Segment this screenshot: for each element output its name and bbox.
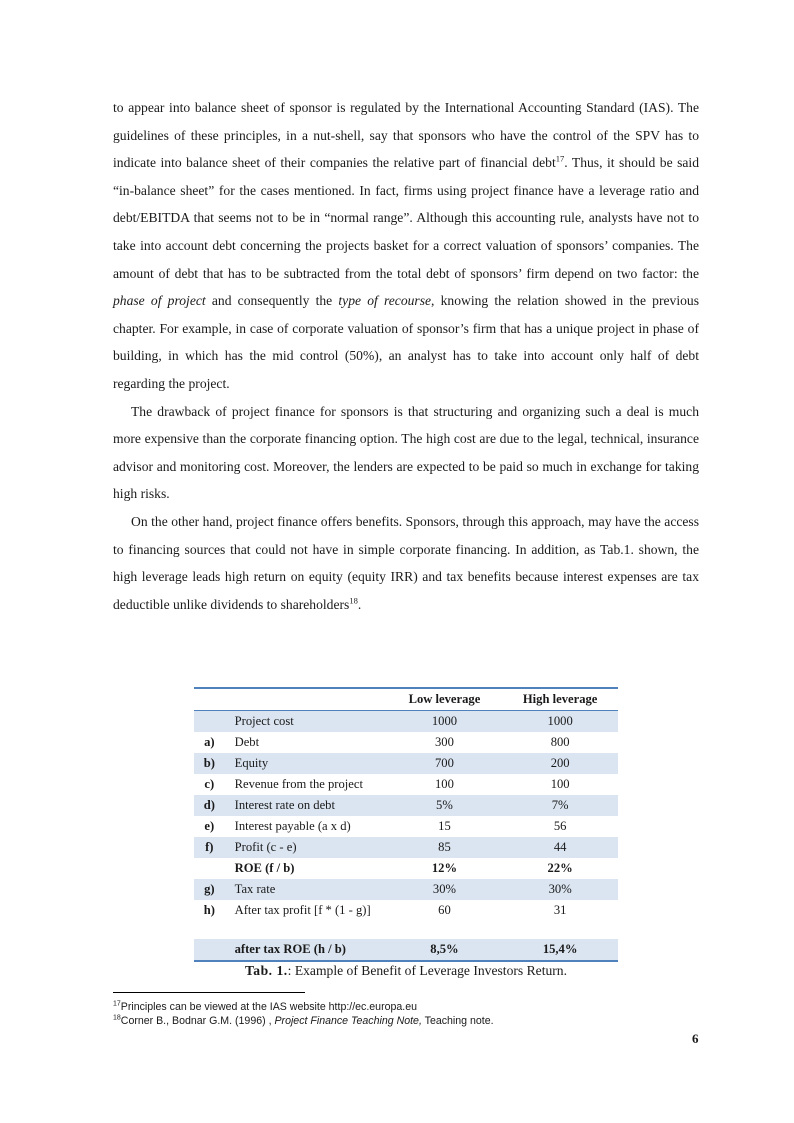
page-number: 6 [692,1031,699,1046]
table-header-row [194,688,618,711]
column-header-low-leverage: Low leverage [387,688,503,711]
table-row: b) Equity 700 200 [194,753,618,774]
table-row: c) Revenue from the project 100 100 [204,777,570,791]
leverage-table [194,687,618,962]
footnote-18: $^{18}$Corner B., Bodnar G.M. (1996) , Project Finance Teaching Note, Teaching note. [113,1014,494,1028]
table-row: a) Debt 300 800 [204,735,570,749]
table-row-after-tax-roe: after tax ROE (h / b) 8,5% 15,4% [194,939,618,961]
table-row: h) After tax profit [f * (1 - g)] 60 31 [203,903,567,917]
table-row: Project cost 1000 1000 [194,711,618,733]
footnote-separator [113,992,305,993]
table-caption: Tab. 1.: Example of Benefit of Leverage Investors Return. [244,963,567,978]
table-row: e) Interest payable (a x d) 15 56 [204,819,567,833]
footnote-17: $^{17}$Principles can be viewed at the IAS website http://ec.europa.eu [113,1000,418,1013]
table-row-roe: ROE (f / b) 12% 22% [234,861,573,875]
table-row: g) Tax rate 30% 30% [194,879,618,900]
body-text [113,94,699,618]
table-row: f) Profit (c - e) 85 44 [194,837,618,858]
table-row: d) Interest rate on debt 5% 7% [194,795,618,816]
paragraph-2: The drawback of project finance for sponsors is that structuring and organizing such a deal is much more expensive than the corporate financing option. The high cost are due to the legal, technical, insurance advisor and monitoring cost. Moreover, the lenders are expected to be paid so much in exchange for taking high risks. [113,403,699,502]
paragraph-3: On the other hand, project finance offers benefits. Sponsors, through this approach, may have the access to financing sources that could not have in simple corporate financing. In addition, as Tab.1. shown, the high leverage leads high return on equity (equity IRR) and tax benefits because interest expenses are tax deductible unlike dividends to shareholders$^{18}$. [113,513,699,612]
column-header-high-leverage: High leverage [502,688,618,711]
footnote-ref-18[interactable]: 18 [349,595,358,606]
paragraph-1: to appear into balance sheet of sponsor is regulated by the International Accounting Standard (IAS). The guidelines of these principles, in a nut-shell, say that sponsors who have the control of the SPV has to indicate into balance sheet of their companies the relative part of financial debt$^{17}$. Thus, it should be said “in-balance sheet” for the cases mentioned. In fact, firms using project finance have a leverage ratio and debt/EBITDA that seems not to be in “normal range”. Although this accounting rule, analysts have not to take into account debt concerning the projects basket for a correct valuation of sponsors’ companies. The amount of debt that has to be subtracted from the total debt of sponsors’ firm depend on two factor: the phase of project and consequently the type of recourse, knowing the relation showed in the previous chapter. For example, in case of corporate valuation of sponsor’s firm that has a unique project in phase of building, in which has the mid control (50%), an analyst has to take into account only half of debt regarding the project. [113,100,699,391]
footnote-ref-17[interactable]: 17 [555,153,565,164]
footnotes [113,1000,494,1029]
